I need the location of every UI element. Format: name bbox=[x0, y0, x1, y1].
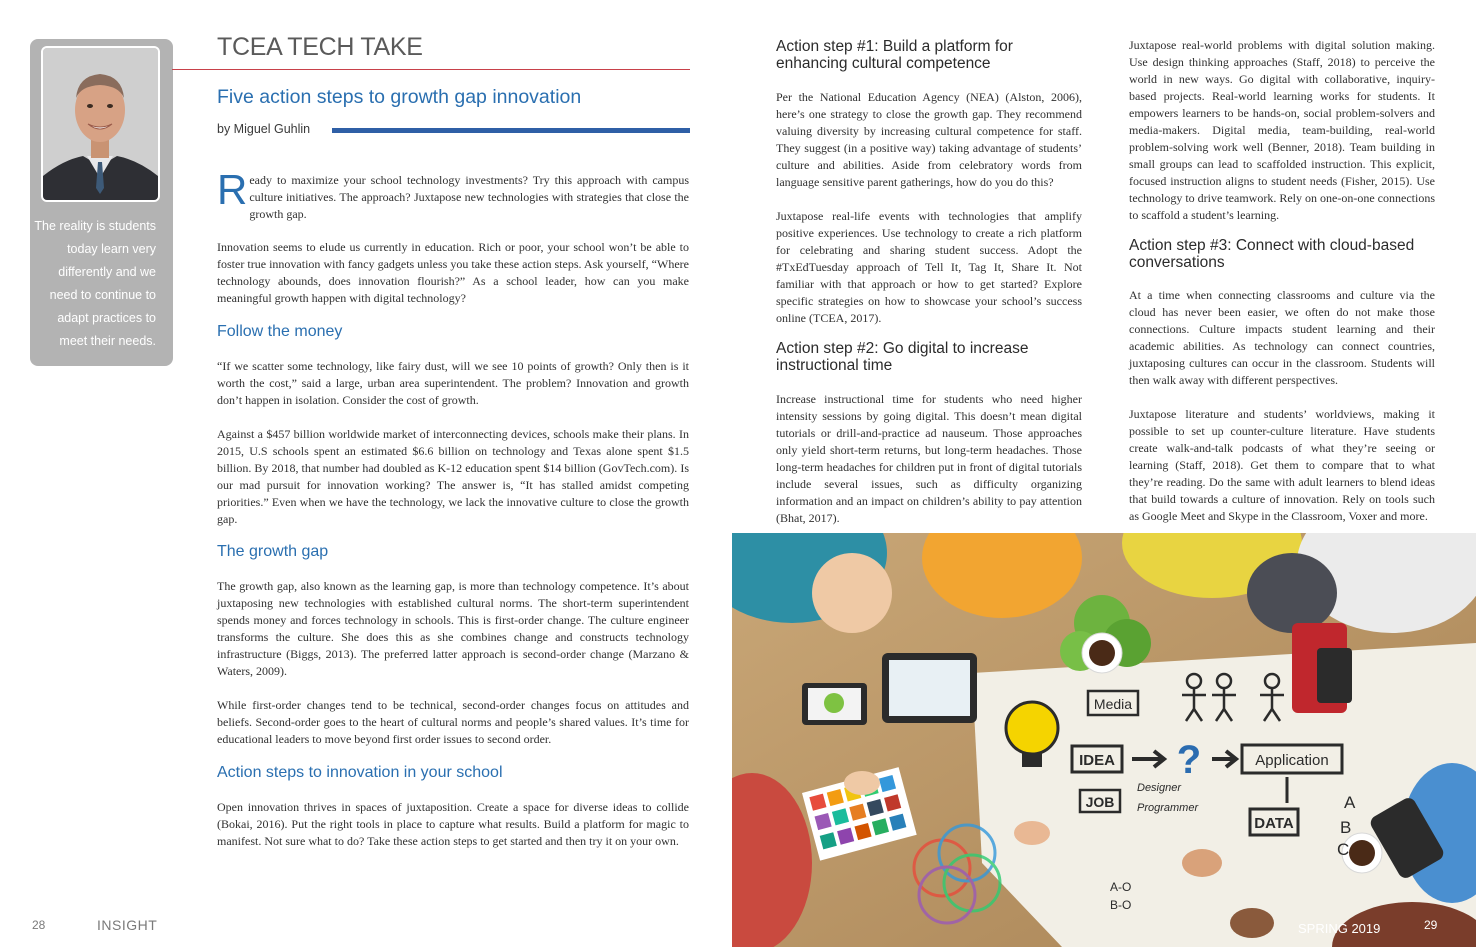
label-designer: Designer bbox=[1137, 782, 1182, 794]
heading-step-1: Action step #1: Build a platform for enhancing cultural competence bbox=[776, 38, 1013, 72]
body-paragraph: The growth gap, also known as the learning gap, is more than technology competence. It’s about juxtaposing new technologies with established cultural norms. The short-term superintendent spends money and forces technology in schools. This is first-order change. The culture engineer transforms the culture. She does this as she combines change and constructs technology infrastructure (Biggs, 2013). The preferred latter approach is second-order change (Marzano & Waters, 2009). bbox=[217, 579, 689, 678]
drop-cap: R bbox=[217, 166, 248, 213]
body-paragraph: Juxtapose real-world problems with digital solution making. Use design thinking approaches (Staff, 2018) to perceive the world in new ways. Go digital with collaborative, inquiry-based projects. Real-world learning works for students. It empowers learners to be hands-on, social problem-solvers and media-makers. Digital media, team-building, real-world problem-solving work well (Benner, 2018). Team building in small groups can lead to scaffolded instruction. This explicit, focused instruction aligns to student needs (Fisher, 2015). Use technology to drive teamwork. Rely on one-on-one connections to scaffold a student’s learning. bbox=[1129, 38, 1435, 222]
intro-paragraph bbox=[217, 166, 689, 223]
body-paragraph: While first-order changes tend to be technical, second-order changes focus on attitudes and beliefs. Second-order goes to the heart of cultural norms and people’s shared values. It’s time for educational leaders to move beyond first order issues to second order. bbox=[217, 698, 689, 746]
article-title: Five action steps to growth gap innovation bbox=[217, 86, 582, 108]
body-paragraph: At a time when connecting classrooms and culture via the cloud has never been easier, we often do not make those connections. Culture impacts student learning and their academic abilities. As technology can connect countries, juxtaposing cultures can occur in the classroom. Students will then walk away with different perspectives. bbox=[1129, 288, 1435, 387]
label-programmer: Programmer bbox=[1137, 802, 1199, 814]
pull-quote-line: meet their needs. bbox=[59, 334, 156, 348]
label-job: JOB bbox=[1085, 794, 1115, 810]
heading-step-3: Action step #3: Connect with cloud-based conversations bbox=[1129, 237, 1415, 271]
pull-quote-line: need to continue to bbox=[49, 288, 156, 302]
section-label: TCEA TECH TAKE bbox=[217, 33, 423, 61]
label-ao: A-O bbox=[1110, 880, 1132, 894]
author-photo bbox=[41, 46, 160, 202]
heading-step-2: Action step #2: Go digital to increase instructional time bbox=[776, 340, 1029, 374]
body-paragraph: Juxtapose literature and students’ worldviews, making it possible to set up counter-culture literature. Have students create walk-and-talk podcasts of what they’re seeing or learning (Staff, 2018). Get them to compare that to what they’re reading. Do the same with adult learners to blend ideas that build towards a culture of innovation. Rely on tools such as Google Meet and Skype in the Classroom, Voxer and more. bbox=[1129, 407, 1435, 523]
label-c: C bbox=[1337, 840, 1350, 859]
pull-quote-line: adapt practices to bbox=[57, 311, 156, 325]
pull-quote-line: The reality is students bbox=[34, 219, 156, 233]
pull-quote-line: differently and we bbox=[58, 265, 156, 279]
heading-follow-the-money: Follow the money bbox=[217, 323, 343, 340]
heading-action-steps: Action steps to innovation in your school bbox=[217, 764, 503, 781]
body-paragraph: Juxtapose real-life events with technologies that amplify positive experiences. Use technology to create a rich platform for celebrating and sharing student success. Adopt the #TxEdTuesday approach of Tell It, Tag It, Share It. Not familiar with that approach or how to get started? Explore specific strategies on how to showcase your school’s success online (TCEA, 2017). bbox=[776, 209, 1082, 325]
label-media: Media bbox=[1093, 696, 1133, 712]
pull-quote-line: today learn very bbox=[67, 242, 156, 256]
label-question: ? bbox=[1176, 738, 1202, 782]
pull-quote bbox=[34, 215, 156, 353]
body-paragraph: Innovation seems to elude us currently in education. Rich or poor, your school won’t be able to foster true innovation with fancy gadgets unless you take these action steps. Ask yourself, “Where technology abounds, does innovation flourish?” As a school leader, how can you make meaningful growth happen with digital technology? bbox=[217, 240, 689, 305]
header-divider bbox=[172, 69, 690, 70]
label-data: DATA bbox=[1254, 815, 1294, 832]
issue-label: SPRING 2019 bbox=[1298, 921, 1381, 936]
label-a: A bbox=[1344, 793, 1356, 812]
byline-rule bbox=[332, 128, 690, 133]
body-paragraph: Per the National Education Agency (NEA) (Alston, 2006), here’s one strategy to close the growth gap. They recommend valuing diversity by increasing cultural competence for staff. They suggest (in a positive way) taking advantage of students’ culture and abilities. Aside from celebratory words from language sensitive parent gatherings, how do you do this? bbox=[776, 90, 1082, 189]
page-number-left: 28 bbox=[32, 918, 46, 932]
brainstorm-photo bbox=[732, 533, 1476, 947]
page-number-right: 29 bbox=[1424, 918, 1438, 932]
intro-text: eady to maximize your school technology investments? Try this approach with campus culture initiatives. The approach? Juxtapose new technologies with strategies that close the growth gap. bbox=[249, 173, 689, 221]
magazine-name: INSIGHT bbox=[97, 917, 158, 933]
byline: by Miguel Guhlin bbox=[217, 122, 311, 136]
body-paragraph: Open innovation thrives in spaces of juxtaposition. Create a space for diverse ideas to collide (Bokai, 2016). Put the right tools in place to capture what results. Build a platform for magic to manifest. Not sure what to do? Take these action steps to get started and then try it on your own. bbox=[217, 800, 689, 848]
body-paragraph: “If we scatter some technology, like fairy dust, will we see 10 points of growth? Only then is it worth the cost,” said a large, urban area superintendent. The problem? Innovation and growth don’t happen in isolation. Consider the cost of growth. bbox=[217, 359, 689, 407]
body-paragraph: Increase instructional time for students who need higher intensity sessions by going digital. This doesn’t mean digital tutorials or drill-and-practice ad nauseum. Those approaches only yield short-term returns, but long-term headaches. Those long-term headaches for children put in front of digital tutorials include several issues, such as difficulty organizing information and an impact on children’s ability to pay attention (Bhat, 2017). bbox=[776, 392, 1082, 525]
label-idea: IDEA bbox=[1079, 752, 1115, 769]
label-b: B bbox=[1340, 818, 1352, 837]
heading-growth-gap: The growth gap bbox=[217, 543, 329, 560]
label-application: Application bbox=[1255, 752, 1329, 769]
label-bo: B-O bbox=[1110, 898, 1132, 912]
body-paragraph: Against a $457 billion worldwide market of interconnecting devices, schools make their plans. In 2015, U.S schools spent an estimated $6.6 billion on technology and Texas alone spent $1.5 billion. By 2018, that number had doubled as K-12 education spent $14 billion (GovTech.com). Is our mad pursuit for innovation working? The answer is, “It has stalled amidst competing priorities.” Even when we have the technology, we lack the innovative culture to close the growth gap. bbox=[217, 427, 689, 526]
